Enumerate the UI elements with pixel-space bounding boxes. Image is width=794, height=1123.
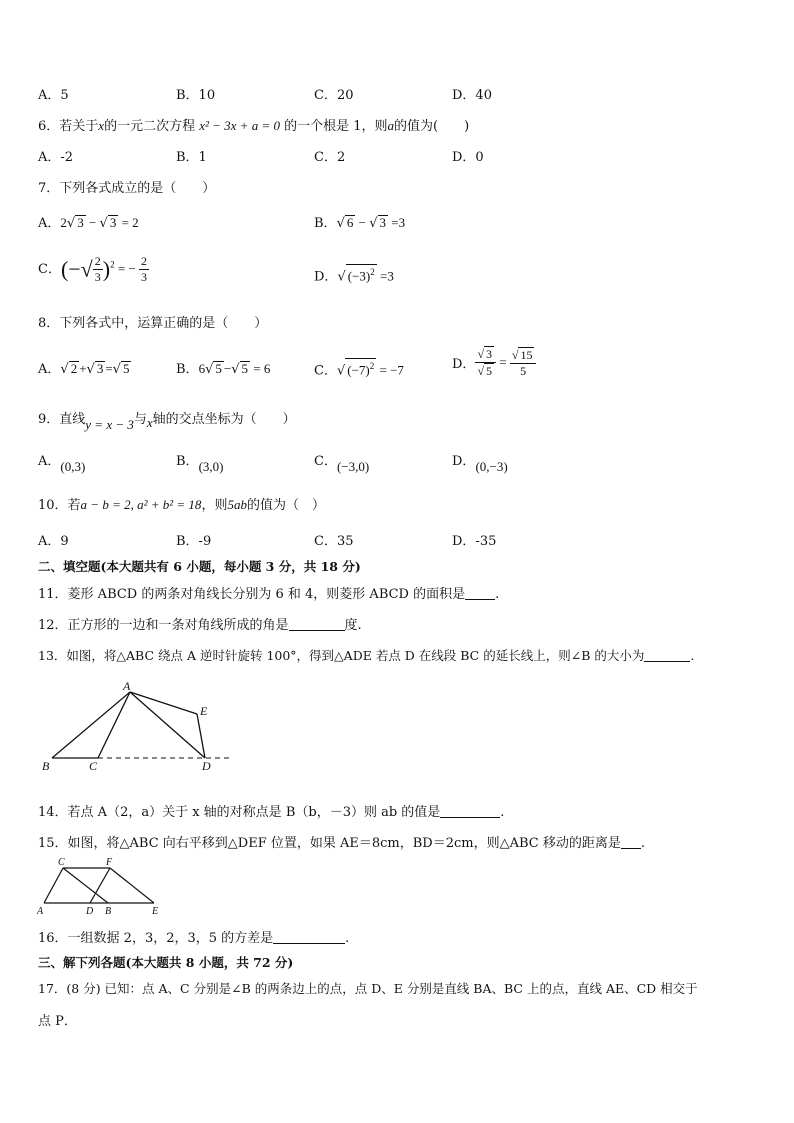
q7-option-a: A．2√ 3 − √ 3 = 2: [38, 215, 139, 231]
q5-option-d: D．40: [452, 88, 492, 103]
q9-option-d: D．(0,−3): [452, 454, 508, 474]
q7-option-b: B．√ 6 − √ 3 =3: [314, 215, 406, 231]
q8-option-c: C．√ $(-7)^2 = -7$: [314, 358, 404, 378]
q8-stem: 8．下列各式中，运算正确的是（ ）: [38, 316, 268, 331]
q13-label-d: D: [202, 759, 211, 773]
q5-option-a: A．5: [38, 88, 69, 103]
q14: 14．若点 A（2，a）关于 x 轴的对称点是 B（b，－3）则 ab 的值是 .: [38, 805, 505, 820]
q16: 16．一组数据 2，3，2，3，5 的方差是 .: [38, 931, 350, 946]
q8-option-b: B．6√ 5 −√ 5 = 6: [176, 361, 271, 377]
q6-option-a: A．-2: [38, 150, 74, 165]
q17-line-2: 点 P．: [38, 1014, 77, 1029]
q13-label-e: E: [200, 704, 208, 718]
q13-label-a: A: [123, 679, 131, 693]
q13: 13．如图，将△ABC 绕点 A 逆时针旋转 100°，得到△ADE 若点 D 在线段 BC 的延长线上，则∠B 的大小为 .: [38, 648, 695, 663]
q15-label-c: C: [58, 857, 65, 868]
q6-option-b: B．1: [176, 150, 207, 165]
q11: 11．菱形 ABCD 的两条对角线长分别为 6 和 4，则菱形 ABCD 的面积是 .: [38, 587, 500, 602]
q15-label-d: D: [86, 906, 94, 917]
q9-option-a: A．(0,3): [38, 454, 86, 474]
section-2-heading: 二、填空题(本大题共有 6 小题，每小题 3 分，共 18 分): [38, 559, 361, 574]
q5-option-b: B．10: [176, 88, 216, 103]
q6-option-c: C．2: [314, 150, 346, 165]
section-3-heading: 三、解下列各题(本大题共 8 小题，共 72 分): [38, 955, 294, 970]
q9-option-b: B．(3,0): [176, 454, 224, 474]
q15: 15．如图，将△ABC 向右平移到△DEF 位置，如果 AE＝8cm，BD＝2cm，则△ABC 移动的距离是 .: [38, 836, 646, 851]
q8-option-a: A．√ 2 +√ 3 =√ 5: [38, 361, 130, 377]
q9-option-c: C．(−3,0): [314, 454, 370, 474]
q17-line-1: 17．(8 分) 已知：点 A、C 分别是∠B 的两条边上的点，点 D、E 分别是直线 BA、BC 上的点，直线 AE、CD 相交于: [38, 981, 698, 996]
q7-stem: 7．下列各式成立的是（ ）: [38, 181, 216, 196]
q10-option-b: B．-9: [176, 534, 212, 549]
q6-stem: 6．若关于x的一元二次方程 x² − 3x + a = 0 的一个根是 1，则a的值为( ): [38, 118, 470, 134]
q7-option-c: C．(−√ $\frac{2}{3}$ )$^2$ = − $\frac{2}{3}$: [38, 254, 148, 284]
q5-option-c: C．20: [314, 88, 354, 103]
q15-figure: [36, 855, 172, 917]
q10-option-d: D．-35: [452, 534, 497, 549]
q10-option-c: C．35: [314, 534, 354, 549]
q15-label-a: A: [37, 906, 44, 917]
q8-option-d: D． $\frac{√ 3}{√ 5}$ = $\frac{√ 15}{5}$: [452, 346, 536, 379]
q10-stem: 10．若a − b = 2, a² + b² = 18，则5ab的值为（ ）: [38, 497, 325, 513]
q15-label-b: B: [105, 906, 112, 917]
q9-stem: 9．直线y = x − 3与x轴的交点坐标为（ ）: [38, 412, 296, 432]
q13-figure: [40, 678, 240, 776]
q15-label-f: F: [106, 857, 113, 868]
q13-label-b: B: [42, 759, 50, 773]
q10-option-a: A．9: [38, 534, 69, 549]
q6-option-d: D．0: [452, 150, 484, 165]
q13-label-c: C: [89, 759, 98, 773]
q7-option-d: D．√ $(-3)^2 =3$: [314, 264, 394, 284]
q12: 12．正方形的一边和一条对角线所成的角是 度.: [38, 618, 362, 633]
q15-label-e: E: [152, 906, 159, 917]
